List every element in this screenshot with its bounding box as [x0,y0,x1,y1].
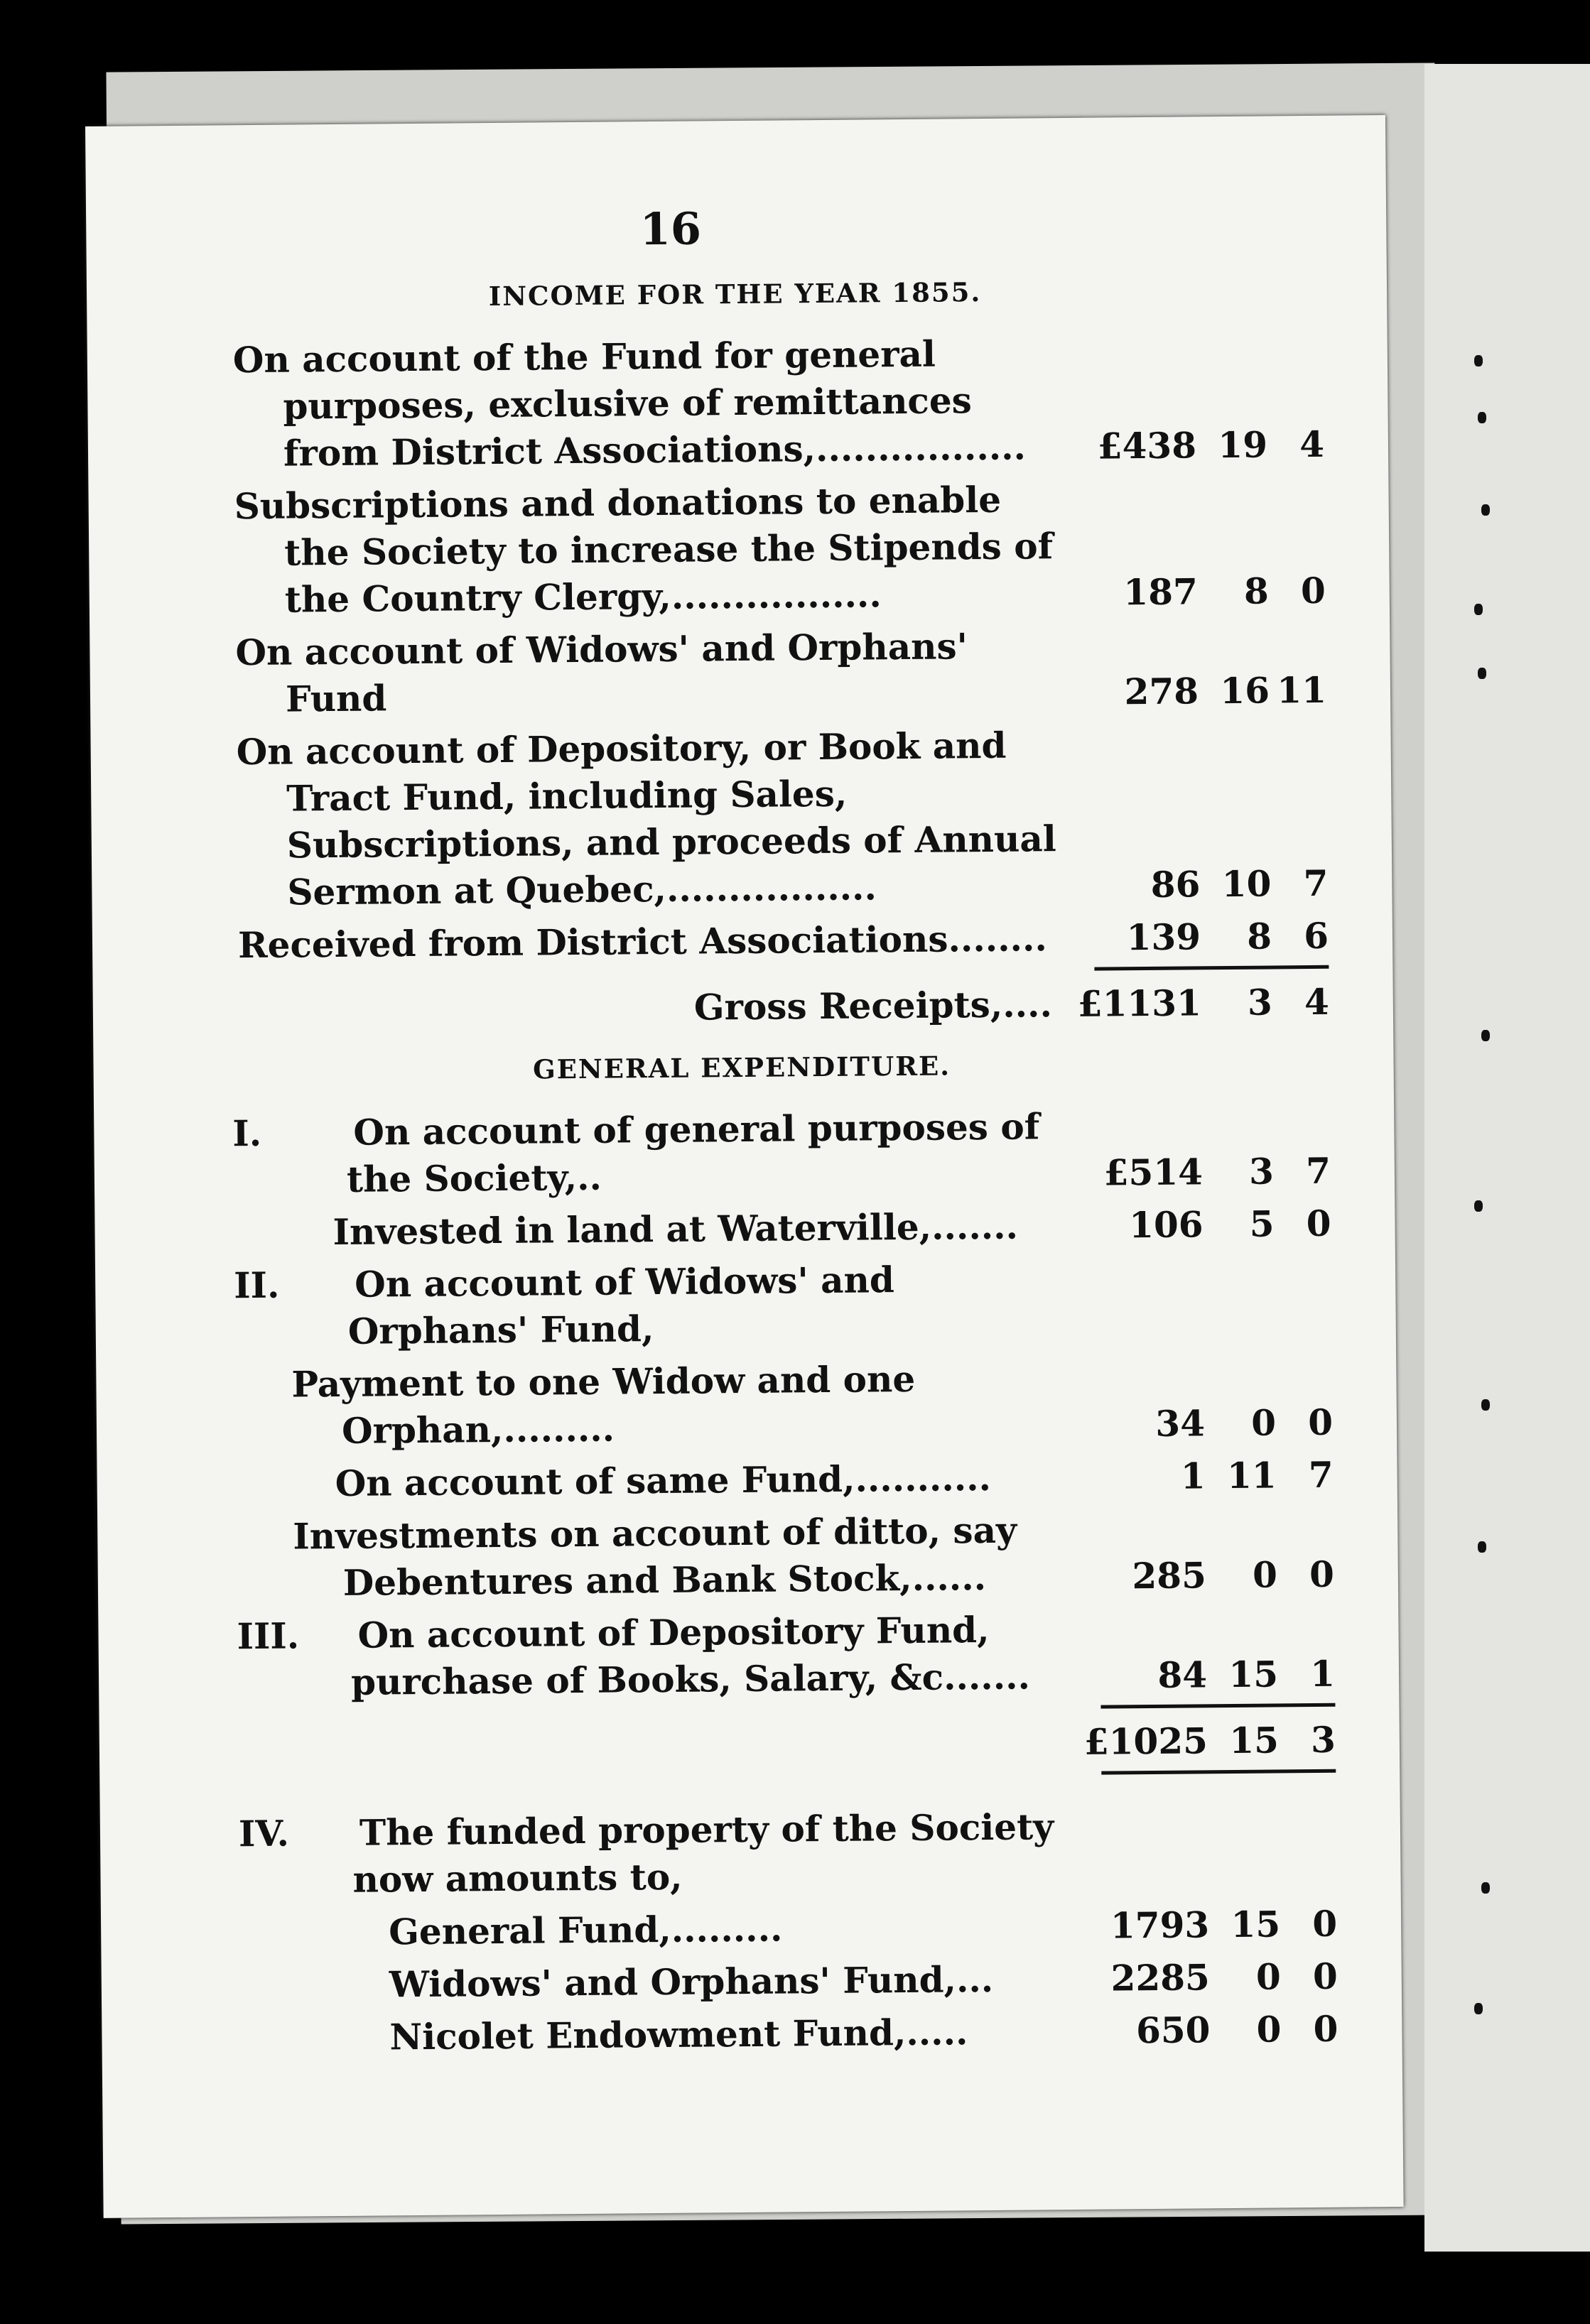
ink-mark [1481,1882,1490,1894]
funded-item-text: Nicolet Endowment Fund,..... [389,2011,968,2058]
amount-pence: 7 [1308,1453,1334,1497]
funded-item-row [247,1953,1338,2009]
amount-shillings: 5 [1249,1202,1275,1245]
amount-shillings: 16 [1220,669,1270,712]
expenditure-row [232,1101,1331,1204]
expenditure-row [233,1253,1332,1356]
amount [1056,667,1327,716]
expenditure-text: On account of Widows' and Orphans' Fund, [347,1259,895,1352]
section-numeral: IV. [238,1812,290,1855]
ink-mark [1478,1541,1486,1553]
amount-pence: 1 [1310,1652,1336,1695]
amount-pounds: 2285 [1110,1956,1211,1999]
amount [1062,1347,1332,1349]
funded-item-text: General Fund,......... [388,1907,783,1953]
amount-pounds: 187 [1123,570,1199,614]
funded-item-row [247,2006,1338,2062]
amount [1054,421,1325,470]
funded-text [238,1803,1067,1904]
amount-shillings: 11 [1226,1454,1277,1497]
ink-mark [1474,604,1483,615]
income-item-text: On account of Depository, or Book and Tract Fund, including Sales, Subscriptions, and proceeds of Annual Sermon at Quebec,................. [236,724,1056,913]
amount [1059,913,1329,962]
amount-pounds: 84 [1157,1654,1208,1696]
amount-pence: 7 [1303,862,1329,905]
expenditure-row [237,1604,1336,1707]
amount-pence: 0 [1309,1553,1335,1596]
expenditure-item-text: On account of same Fund,........... [335,1456,992,1505]
amount-pounds: 285 [1132,1554,1207,1597]
ink-mark [1481,1399,1490,1411]
section-numeral: I. [232,1112,262,1155]
amount [1067,1895,1337,1897]
ink-mark [1474,1200,1483,1212]
expenditure-item-text [237,1606,1065,1707]
amount-shillings: 15 [1228,1653,1279,1696]
amount-pounds: £1025 [1083,1720,1208,1763]
amount-shillings: 15 [1229,1719,1280,1762]
amount-shillings: 15 [1231,1903,1281,1946]
expenditure-row [242,1452,1334,1508]
amount-pounds: 139 [1126,916,1201,959]
amount-shillings: 3 [1247,981,1273,1023]
amount-pence: 0 [1312,1955,1338,1998]
amount-shillings: 0 [1250,1401,1277,1444]
income-row [238,913,1329,969]
amount [1065,1651,1336,1700]
amount [1061,1148,1331,1197]
ink-mark [1481,1030,1490,1041]
funded-heading-text: The funded property of the Society now amounts to, [352,1806,1054,1901]
amount-pounds: 1793 [1110,1904,1210,1947]
funded-item-row [247,1901,1338,1957]
amount-shillings: 8 [1246,915,1272,957]
income-item-text: On account of Widows' and Orphans' Fund [235,625,968,720]
amount [1067,1901,1338,1950]
amount-pounds: £1131 [1077,982,1202,1025]
amount-shillings: 19 [1218,423,1268,467]
ink-mark [1478,412,1486,423]
amount-pence: 0 [1313,2007,1338,2051]
ink-mark [1474,355,1483,366]
amount-shillings: 0 [1255,1955,1282,1998]
amount-pounds: £438 [1097,424,1197,467]
income-item-text: Received from District Associations........ [237,917,1048,967]
amount-shillings: 0 [1256,2008,1282,2051]
amount [1066,1717,1336,1766]
amount-pence: 7 [1305,1149,1331,1193]
amount-pence: 0 [1307,1401,1334,1444]
amount [1063,1452,1334,1501]
expenditure-total-row [245,1717,1336,1773]
amount [1068,2006,1338,2055]
document-page [85,115,1404,2218]
amount [1061,1200,1331,1249]
amount-pence: 4 [1299,423,1325,466]
expenditure-row [240,1200,1331,1256]
amount-pounds: 34 [1155,1402,1206,1445]
amount [1055,568,1326,617]
income-heading: INCOME FOR THE YEAR 1855. [488,276,982,313]
amount [1063,1399,1334,1448]
page-number: 16 [639,202,702,256]
expenditure-item-text: Payment to one Widow and one Orphan,......... [291,1357,916,1452]
page-content [232,197,1338,2068]
amount-pence: 6 [1303,914,1329,957]
expenditure-row [243,1504,1334,1607]
amount [1058,860,1329,909]
amount-pounds: 650 [1135,2009,1211,2052]
expenditure-row [242,1352,1333,1455]
section-numeral: III. [237,1614,300,1658]
income-row [235,620,1326,723]
facing-page-edge [1424,64,1590,2252]
amount-pounds: 1 [1180,1455,1206,1497]
income-item-text: Subscriptions and donations to enable the Society to increase the Stipends of the Country Clergy,................. [234,478,1054,621]
amount-pence: 0 [1306,1202,1331,1245]
amount-shillings: 10 [1221,862,1272,906]
expenditure-item-text: Invested in land at Waterville,....... [332,1205,1019,1254]
amount-pounds: £514 [1103,1151,1204,1194]
expenditure-heading: GENERAL EXPENDITURE. [532,1050,951,1085]
expenditure-item-text: Investments on account of ditto, say Debentures and Bank Stock,...... [293,1509,1017,1604]
amount-pence: 0 [1300,569,1326,612]
amount-pence: 0 [1312,1902,1338,1945]
expenditure-item-text [233,1255,1062,1356]
amount [1059,979,1330,1028]
amount-pounds: 278 [1124,670,1199,713]
gross-receipts-row [239,979,1330,1035]
amount [1068,1953,1338,2002]
ink-mark [1481,504,1490,516]
expenditure-text: On account of Depository Fund, purchase of Books, Salary, &c....... [350,1608,1031,1703]
amount-shillings: 3 [1248,1150,1275,1193]
income-row [234,474,1326,624]
amount [1064,1551,1335,1600]
amount-pence: 3 [1310,1718,1336,1761]
expenditure-item-text [232,1103,1061,1204]
total-rule [1100,1703,1335,1709]
gross-receipts-label: Gross Receipts,.... [693,983,1053,1028]
expenditure-text: On account of general purposes of the Society,.. [346,1105,1040,1200]
ink-mark [1478,668,1486,679]
funded-item-text: Widows' and Orphans' Fund,... [389,1958,994,2006]
amount-shillings: 0 [1252,1553,1278,1596]
double-rule [1101,1769,1336,1775]
amount-shillings: 8 [1243,570,1270,612]
income-row [233,327,1325,477]
amount-pounds: 86 [1150,863,1201,906]
ink-mark [1474,2003,1483,2014]
total-rule [1094,965,1329,971]
funded-row [238,1801,1337,1904]
total-spacer [245,1766,1066,1773]
amount-pounds: 106 [1128,1203,1204,1247]
income-row [236,720,1328,916]
amount-pence: 11 [1277,668,1327,712]
income-item-text: On account of the Fund for general purposes, exclusive of remittances from District Associations,................. [232,332,1027,474]
amount-pence: 4 [1304,980,1330,1023]
section-numeral: II. [233,1264,280,1307]
